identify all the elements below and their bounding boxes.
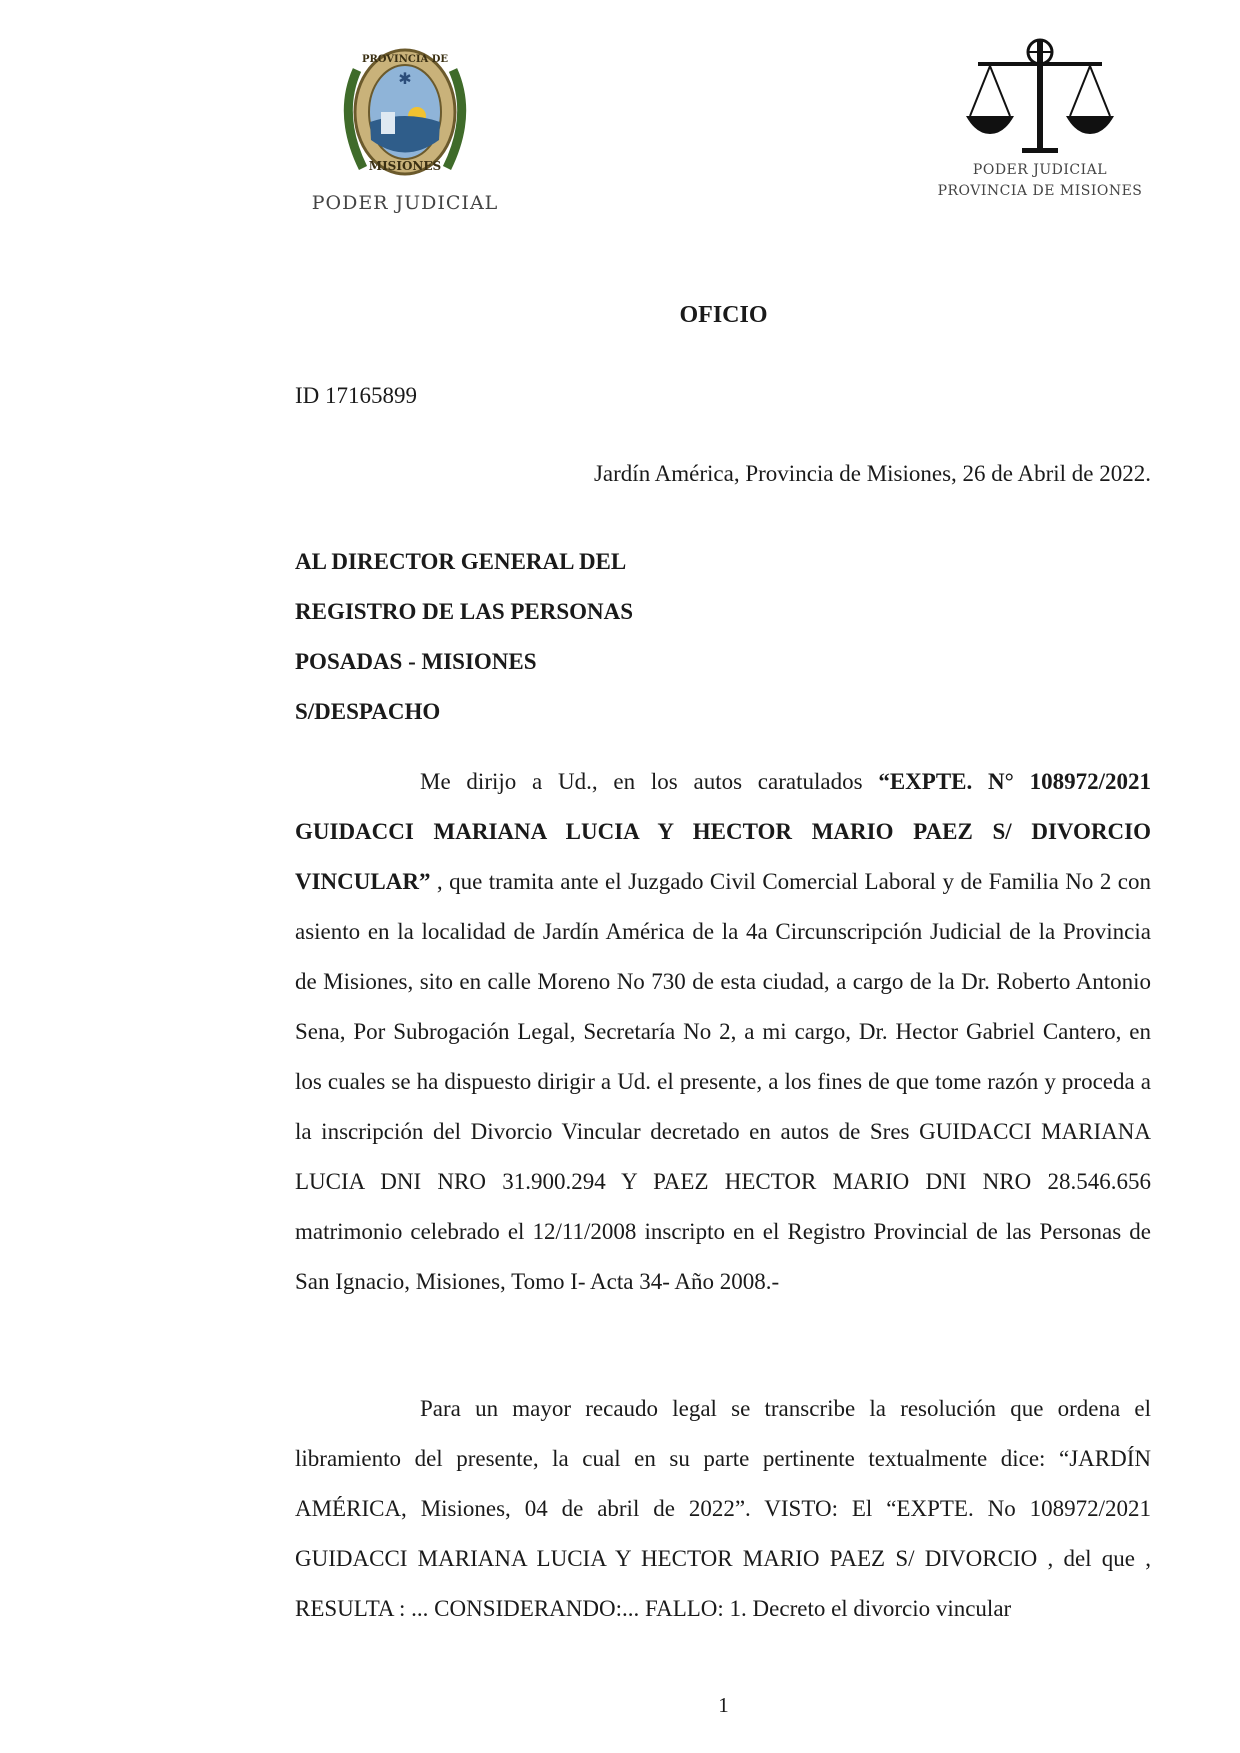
addressee-line: POSADAS - MISIONES (295, 649, 537, 674)
document-title-wrapper (0, 302, 1240, 329)
page-number: 1 (718, 1693, 729, 1717)
coat-of-arms-icon (335, 40, 475, 190)
document-title: OFICIO (679, 302, 768, 328)
left-logo-caption: PODER JUDICIAL (311, 192, 499, 214)
provincia-misiones-coat-of-arms (300, 40, 510, 220)
addressee-line: S/DESPACHO (295, 699, 441, 724)
poder-judicial-scales-logo (930, 30, 1150, 220)
addressee-block (295, 537, 633, 737)
place-and-date: Jardín América, Provincia de Misiones, 26 de Abril de 2022. (593, 461, 1151, 486)
addressee-line: AL DIRECTOR GENERAL DEL (295, 549, 627, 574)
scales-of-justice-icon (960, 30, 1120, 160)
case-caption: “EXPTE. N° 108972/2021 GUIDACCI MARIANA LUCIA Y HECTOR MARIO PAEZ S/ DIVORCIO VINCULAR” (295, 769, 1151, 894)
svg-text:✱: ✱ (398, 69, 412, 88)
paragraph-1-intro: Me dirijo a Ud., en los autos caratulados (420, 769, 879, 794)
addressee-line: REGISTRO DE LAS PERSONAS (295, 599, 634, 624)
body-paragraph-2: Para un mayor recaudo legal se transcribe la resolución que ordena el libramiento del presente, la cual en su parte pertinente textualmente dice: “JARDÍN AMÉRICA, Misiones, 04 de abril de 2022”. VISTO: El “EXPTE. No 108972/2021 GUIDACCI MARIANA LUCIA Y HECTOR MARIO PAEZ S/ DIVORCIO , del que , RESULTA : ... CONSIDERANDO:... FALLO: 1. Decreto el divorcio vincular (295, 1396, 1151, 1621)
svg-text:PROVINCIA DE: PROVINCIA DE (361, 54, 449, 65)
right-logo-caption-line2: PROVINCIA DE MISIONES (937, 183, 1143, 199)
right-logo-caption-line1: PODER JUDICIAL (972, 162, 1108, 178)
svg-text:MISIONES: MISIONES (368, 159, 442, 173)
document-id: ID 17165899 (295, 383, 418, 408)
body-paragraph-1 (295, 757, 1151, 1307)
paragraph-1-body: , que tramita ante el Juzgado Civil Comercial Laboral y de Familia No 2 con asiento en la localidad de Jardín América de la 4a Circunscripción Judicial de la Provincia de Misiones, sito en calle Moreno No 730 de esta ciudad, a cargo de la Dr. Roberto Antonio Sena, Por Subrogación Legal, Secretaría No 2, a mi cargo, Dr. Hector Gabriel Cantero, en los cuales se ha dispuesto dirigir a Ud. el presente, a los fines de que tome razón y proceda a la inscripción del Divorcio Vincular decretado en autos de Sres GUIDACCI MARIANA LUCIA DNI NRO 31.900.294 Y PAEZ HECTOR MARIO DNI NRO 28.546.656 matrimonio celebrado el 12/11/2008 inscripto en el Registro Provincial de las Personas de San Ignacio, Misiones, Tomo I- Acta 34- Año 2008.- (295, 869, 1151, 1294)
